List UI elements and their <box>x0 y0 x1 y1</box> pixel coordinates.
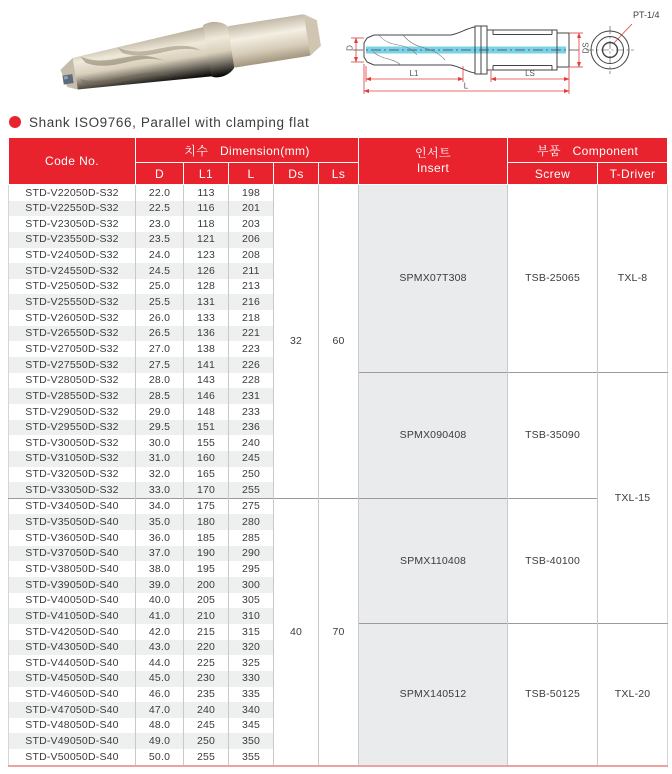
cell-l: 345 <box>229 718 274 734</box>
cell-d: 36.0 <box>136 530 184 546</box>
cell-d: 46.0 <box>136 687 184 703</box>
cell-d: 48.0 <box>136 718 184 734</box>
cell-l: 325 <box>229 655 274 671</box>
cell-code-no: STD-V35050D-S40 <box>25 516 119 529</box>
cell-l1: 240 <box>184 702 229 718</box>
cell-code-no: STD-V27050D-S32 <box>25 342 119 355</box>
cell-l: 340 <box>229 702 274 718</box>
cell-d: 24.5 <box>136 263 184 279</box>
cell-d: 34.0 <box>136 498 184 514</box>
cell-code-no: STD-V45050D-S40 <box>25 672 119 685</box>
cell-ls-merged: 70 <box>319 498 359 765</box>
cell-d: 43.0 <box>136 640 184 656</box>
cell-l1: 141 <box>184 357 229 373</box>
cell-l: 223 <box>229 341 274 357</box>
cell-code-no: STD-V31050D-S32 <box>25 452 119 465</box>
cell-screw-merged: TSB-25065 <box>508 185 598 373</box>
cell-code-no: STD-V25050D-S32 <box>25 280 119 293</box>
cell-code-no: STD-V26550D-S32 <box>25 327 119 340</box>
cell-screw-merged: TSB-50125 <box>508 624 598 766</box>
cell-code-no: STD-V30050D-S32 <box>25 436 119 449</box>
cell-l: 350 <box>229 733 274 749</box>
cell-code-no: STD-V48050D-S40 <box>25 719 119 732</box>
cell-l: 285 <box>229 530 274 546</box>
cell-d: 50.0 <box>136 749 184 766</box>
cell-d: 24.0 <box>136 248 184 264</box>
cell-d: 22.0 <box>136 185 184 201</box>
cell-insert-merged: SPMX140512 <box>359 624 508 766</box>
table-row <box>9 498 668 514</box>
cell-code-no: STD-V23550D-S32 <box>25 233 119 246</box>
cell-l: 221 <box>229 326 274 342</box>
cell-l1: 175 <box>184 498 229 514</box>
cell-l1: 133 <box>184 310 229 326</box>
cell-code-no: STD-V32050D-S32 <box>25 468 119 481</box>
cell-l1: 136 <box>184 326 229 342</box>
header-col-tdriver: T-Driver <box>598 163 668 185</box>
cell-screw-merged: TSB-40100 <box>508 498 598 624</box>
cell-ds-merged: 40 <box>274 498 319 765</box>
cell-code-no: STD-V39050D-S40 <box>25 578 119 591</box>
cell-l1: 146 <box>184 388 229 404</box>
cell-l1: 148 <box>184 404 229 420</box>
cell-code-no: STD-V28550D-S32 <box>25 389 119 402</box>
cell-l: 206 <box>229 232 274 248</box>
cell-ls-merged: 60 <box>319 185 359 499</box>
label-ls: LS <box>525 69 535 78</box>
cell-d: 28.0 <box>136 373 184 389</box>
header-col-d: D <box>136 163 184 185</box>
cell-d: 35.0 <box>136 514 184 530</box>
header-col-l1: L1 <box>184 163 229 185</box>
cell-l: 231 <box>229 388 274 404</box>
cell-l: 320 <box>229 640 274 656</box>
cell-l: 255 <box>229 482 274 498</box>
cell-d: 40.0 <box>136 593 184 609</box>
cell-code-no: STD-V26050D-S32 <box>25 311 119 324</box>
cell-l1: 128 <box>184 279 229 295</box>
label-ds: DS <box>581 42 591 54</box>
cell-code-no: STD-V36050D-S40 <box>25 531 119 544</box>
cell-l: 275 <box>229 498 274 514</box>
cell-l: 295 <box>229 561 274 577</box>
cell-d: 25.5 <box>136 294 184 310</box>
table-row <box>9 185 668 201</box>
cell-insert-merged: SPMX090408 <box>359 373 508 499</box>
header-insert-en: Insert <box>416 161 450 175</box>
cell-d: 47.0 <box>136 702 184 718</box>
cell-insert-merged: SPMX110408 <box>359 498 508 624</box>
cell-l1: 121 <box>184 232 229 248</box>
cell-l1: 255 <box>184 749 229 766</box>
cell-l: 228 <box>229 373 274 389</box>
cell-l: 330 <box>229 671 274 687</box>
header-col-ds: Ds <box>274 163 319 185</box>
cell-code-no: STD-V22550D-S32 <box>25 202 119 215</box>
cell-d: 23.5 <box>136 232 184 248</box>
cell-l1: 118 <box>184 216 229 232</box>
cell-l1: 210 <box>184 608 229 624</box>
cell-code-no: STD-V22050D-S32 <box>25 186 119 199</box>
cell-d: 38.0 <box>136 561 184 577</box>
cell-l1: 195 <box>184 561 229 577</box>
cell-l1: 131 <box>184 294 229 310</box>
cell-l: 300 <box>229 577 274 593</box>
cell-l: 198 <box>229 185 274 201</box>
product-photo <box>16 2 332 114</box>
cell-l: 208 <box>229 248 274 264</box>
cell-l1: 151 <box>184 420 229 436</box>
cell-l1: 215 <box>184 624 229 640</box>
cell-l1: 116 <box>184 201 229 217</box>
cell-code-no: STD-V47050D-S40 <box>25 703 119 716</box>
cell-code-no: STD-V50050D-S40 <box>25 750 119 763</box>
drill-shank <box>224 13 316 68</box>
cell-d: 28.5 <box>136 388 184 404</box>
cell-code-no: STD-V41050D-S40 <box>25 609 119 622</box>
cell-l: 335 <box>229 687 274 703</box>
cell-l: 218 <box>229 310 274 326</box>
header-col-l: L <box>229 163 274 185</box>
spec-table-container <box>8 137 668 767</box>
cell-l1: 220 <box>184 640 229 656</box>
cell-l: 315 <box>229 624 274 640</box>
cell-d: 41.0 <box>136 608 184 624</box>
cell-ds-merged: 32 <box>274 185 319 499</box>
shank-note <box>9 112 309 132</box>
cell-d: 39.0 <box>136 577 184 593</box>
cell-l1: 230 <box>184 671 229 687</box>
red-bullet-icon <box>9 116 21 128</box>
dimension-drawing <box>333 0 672 112</box>
cell-l1: 185 <box>184 530 229 546</box>
cell-l: 211 <box>229 263 274 279</box>
header-dimension-en: Dimension(mm) <box>219 143 310 158</box>
cell-code-no: STD-V27550D-S32 <box>25 358 119 371</box>
spec-table <box>8 137 668 767</box>
cell-d: 31.0 <box>136 451 184 467</box>
header-insert-group <box>359 138 508 185</box>
header-component-en: Component <box>572 143 639 158</box>
cell-l1: 225 <box>184 655 229 671</box>
cell-l1: 245 <box>184 718 229 734</box>
cell-d: 44.0 <box>136 655 184 671</box>
cell-l: 201 <box>229 201 274 217</box>
cell-d: 49.0 <box>136 733 184 749</box>
drill-front-view <box>586 26 634 74</box>
header-component-ko: 부품 <box>536 143 561 158</box>
header-insert-ko: 인서트 <box>415 146 452 160</box>
cell-d: 23.0 <box>136 216 184 232</box>
cell-l: 213 <box>229 279 274 295</box>
cell-l: 310 <box>229 608 274 624</box>
cell-l1: 160 <box>184 451 229 467</box>
cell-d: 29.5 <box>136 420 184 436</box>
dimension-diagram <box>333 0 672 112</box>
cell-d: 26.5 <box>136 326 184 342</box>
cell-d: 27.0 <box>136 341 184 357</box>
cell-l: 240 <box>229 435 274 451</box>
cell-l: 203 <box>229 216 274 232</box>
cell-l1: 123 <box>184 248 229 264</box>
cell-l1: 180 <box>184 514 229 530</box>
cell-tdriver-merged: TXL-8 <box>598 185 668 373</box>
label-d: D <box>345 45 355 51</box>
cell-l: 233 <box>229 404 274 420</box>
cell-code-no: STD-V28050D-S32 <box>25 374 119 387</box>
cell-d: 45.0 <box>136 671 184 687</box>
header-dimension-group <box>136 138 359 163</box>
cell-l1: 200 <box>184 577 229 593</box>
cell-d: 30.0 <box>136 435 184 451</box>
shank-note-text: Shank ISO9766, Parallel with clamping flat <box>29 114 310 130</box>
cell-code-no: STD-V24550D-S32 <box>25 264 119 277</box>
cell-l1: 190 <box>184 546 229 562</box>
cell-l: 355 <box>229 749 274 766</box>
cell-code-no: STD-V25550D-S32 <box>25 296 119 309</box>
header-dimension-ko: 치수 <box>184 143 209 158</box>
cell-code-no: STD-V29050D-S32 <box>25 405 119 418</box>
cell-d: 42.0 <box>136 624 184 640</box>
header-code-no: Code No. <box>9 138 136 185</box>
cell-code-no: STD-V23050D-S32 <box>25 217 119 230</box>
cell-code-no: STD-V44050D-S40 <box>25 656 119 669</box>
cell-tdriver-merged: TXL-20 <box>598 624 668 766</box>
cell-l1: 165 <box>184 467 229 483</box>
cell-code-no: STD-V33050D-S32 <box>25 483 119 496</box>
cell-tdriver-merged: TXL-15 <box>598 373 668 624</box>
cell-l1: 235 <box>184 687 229 703</box>
cell-code-no: STD-V29550D-S32 <box>25 421 119 434</box>
header-col-ls: Ls <box>319 163 359 185</box>
cell-code-no: STD-V40050D-S40 <box>25 594 119 607</box>
cell-l: 236 <box>229 420 274 436</box>
label-port-thread: PT-1/4 <box>633 10 660 20</box>
cell-d: 25.0 <box>136 279 184 295</box>
cell-l1: 250 <box>184 733 229 749</box>
cell-l1: 205 <box>184 593 229 609</box>
cell-code-no: STD-V46050D-S40 <box>25 688 119 701</box>
cell-l: 226 <box>229 357 274 373</box>
cell-d: 26.0 <box>136 310 184 326</box>
drill-photo-illustration <box>16 2 332 114</box>
cell-l: 280 <box>229 514 274 530</box>
cell-l1: 126 <box>184 263 229 279</box>
cell-l: 250 <box>229 467 274 483</box>
cell-d: 29.0 <box>136 404 184 420</box>
label-l: L <box>463 81 469 91</box>
cell-l: 245 <box>229 451 274 467</box>
label-l1: L1 <box>409 69 419 78</box>
cell-l1: 170 <box>184 482 229 498</box>
cell-l1: 155 <box>184 435 229 451</box>
cell-code-no: STD-V42050D-S40 <box>25 625 119 638</box>
cell-d: 27.5 <box>136 357 184 373</box>
cell-l: 305 <box>229 593 274 609</box>
spec-table-body <box>9 185 668 766</box>
cell-code-no: STD-V38050D-S40 <box>25 562 119 575</box>
cell-l: 216 <box>229 294 274 310</box>
cell-code-no: STD-V43050D-S40 <box>25 641 119 654</box>
cell-code-no: STD-V49050D-S40 <box>25 734 119 747</box>
cell-code-no: STD-V34050D-S40 <box>9 498 136 514</box>
cell-l1: 113 <box>184 185 229 201</box>
cell-d: 22.5 <box>136 201 184 217</box>
cell-code-no: STD-V24050D-S32 <box>25 249 119 262</box>
cell-l1: 143 <box>184 373 229 389</box>
cell-l: 290 <box>229 546 274 562</box>
cell-d: 32.0 <box>136 467 184 483</box>
cell-l1: 138 <box>184 341 229 357</box>
cell-d: 33.0 <box>136 482 184 498</box>
cell-code-no: STD-V37050D-S40 <box>25 547 119 560</box>
header-col-screw: Screw <box>508 163 598 185</box>
header-component-group <box>508 138 668 163</box>
cell-d: 37.0 <box>136 546 184 562</box>
cell-insert-merged: SPMX07T308 <box>359 185 508 373</box>
cell-screw-merged: TSB-35090 <box>508 373 598 499</box>
